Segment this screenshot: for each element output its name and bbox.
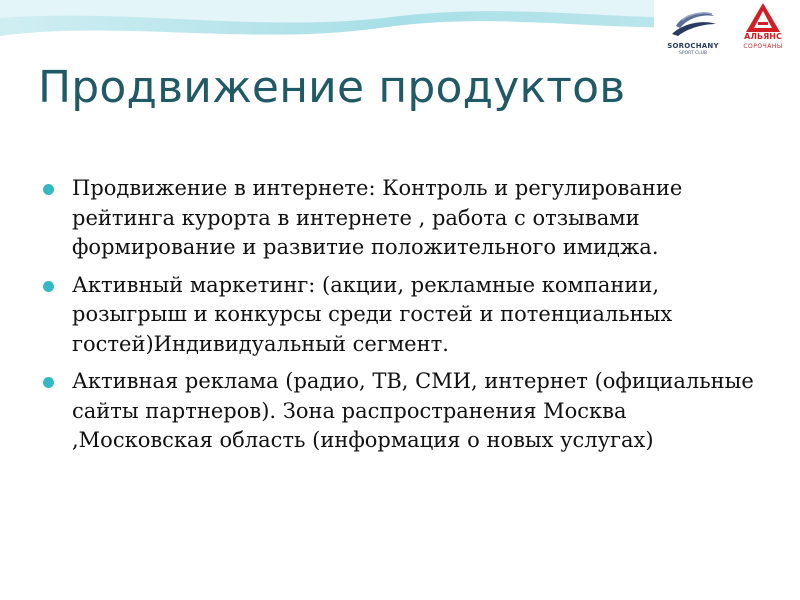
alyans-logo-subtext: СОРОЧАНЫ <box>743 43 783 50</box>
alyans-logo <box>728 2 798 60</box>
bullet-item <box>40 271 760 360</box>
bullet-text: Активный маркетинг: (акции, рекламные компании, розыгрыш и конкурсы среди гостей и потенциальных гостей)Индивидуальный сегмент. <box>72 272 673 356</box>
bullet-text: Продвижение в интернете: Контроль и регулирование рейтинга курорта в интернете , работа с отзывами формирование и развитие положительного имиджа. <box>72 176 683 259</box>
sorochany-swoosh-icon <box>662 4 724 44</box>
alyans-logo-text: АЛЬЯНС <box>744 32 782 41</box>
alyans-triangle-icon <box>728 2 798 34</box>
sorochany-logo <box>662 4 724 60</box>
slide-title: Продвижение продуктов <box>38 62 626 113</box>
bullet-dot-icon <box>43 184 54 195</box>
bullet-item <box>40 367 760 456</box>
bullet-item <box>40 174 760 263</box>
bullet-dot-icon <box>43 281 54 292</box>
sorochany-logo-text: SOROCHANY <box>667 42 719 50</box>
bullet-dot-icon <box>43 377 54 388</box>
bullet-text: Активная реклама (радио, ТВ, СМИ, интернет (официальные сайты партнеров). Зона распространения Москва ,Московская область (информация о новых услугах) <box>72 369 754 452</box>
bullet-list <box>40 174 760 464</box>
sorochany-logo-subtext: SPORT CLUB <box>679 51 707 56</box>
logo-area <box>654 0 800 64</box>
